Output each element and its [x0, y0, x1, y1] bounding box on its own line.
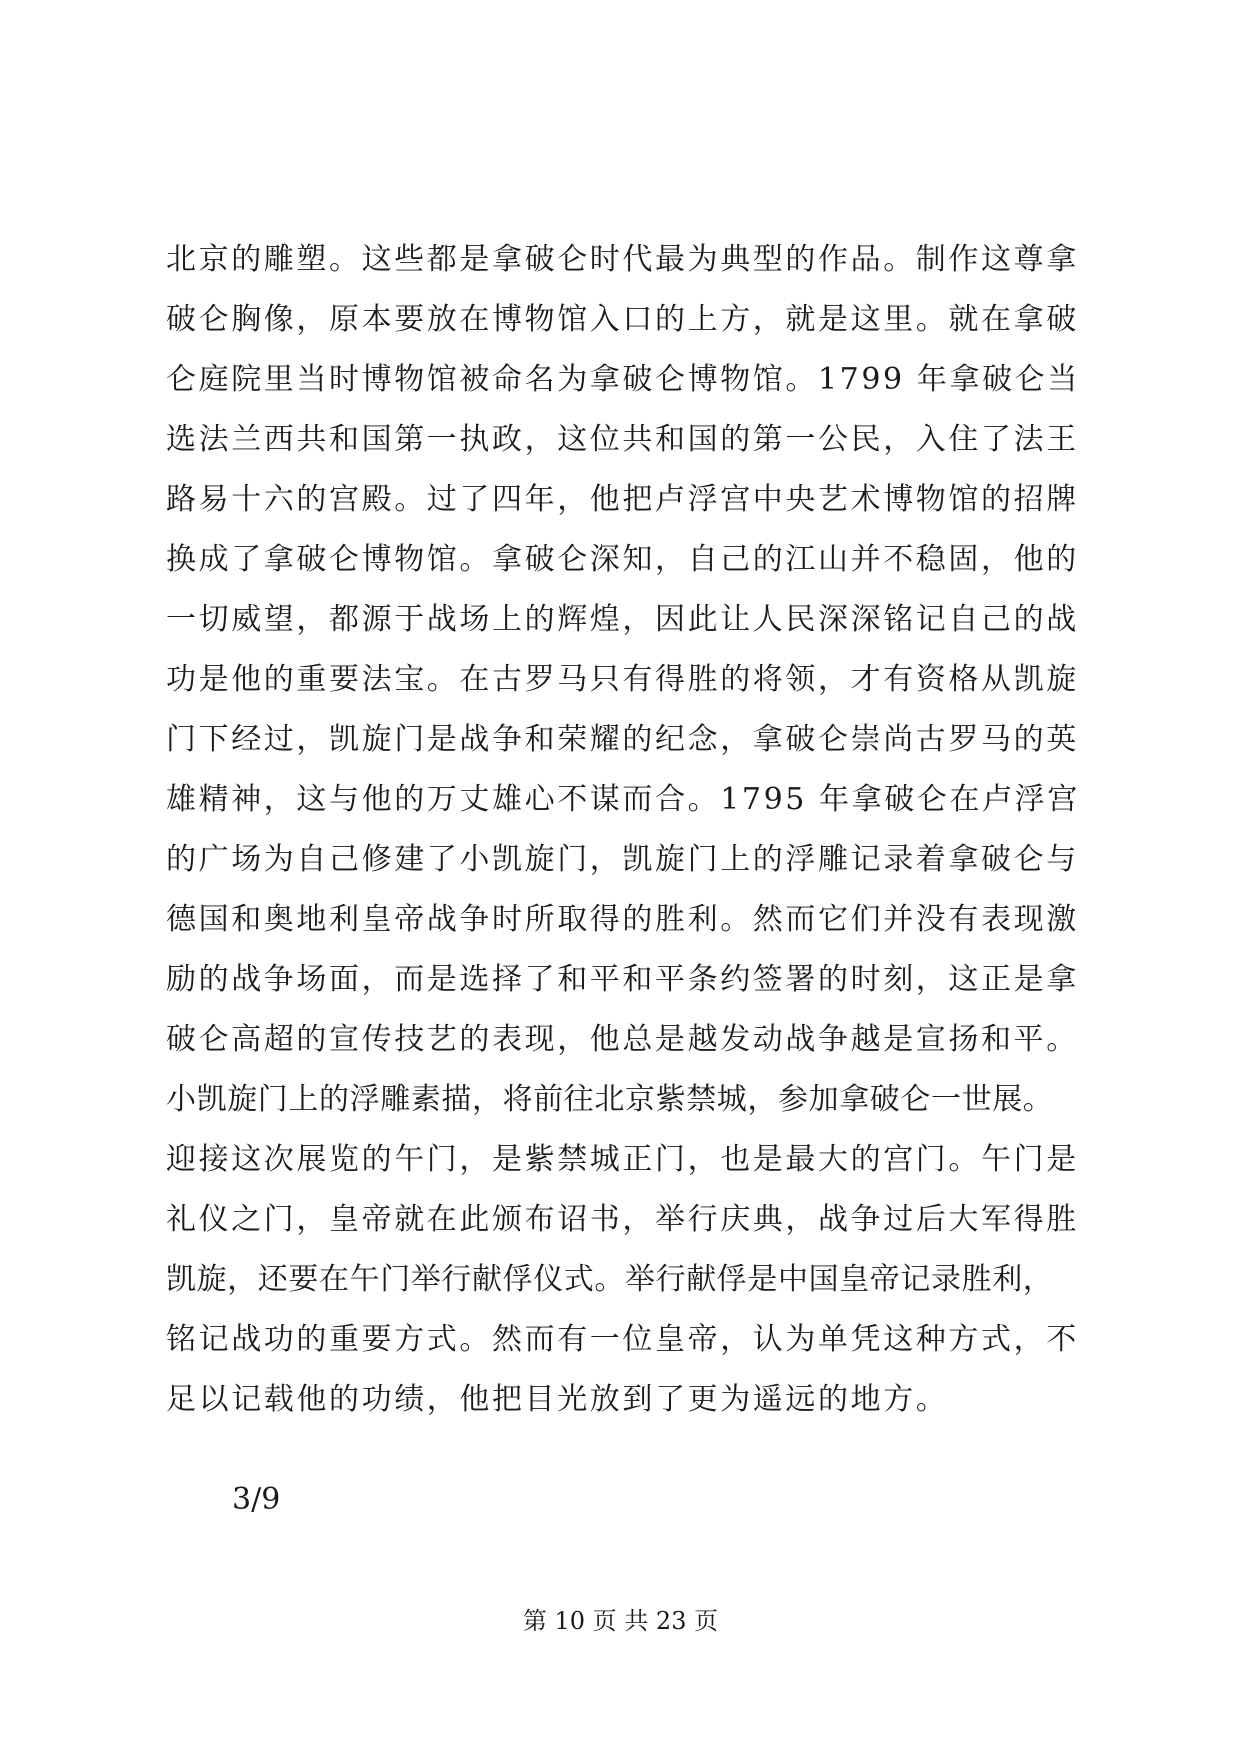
text-line: 选法兰西共和国第一执政，这位共和国的第一公民，入住了法王: [166, 422, 1079, 457]
text-line: 铭记战功的重要方式。然而有一位皇帝，认为单凭这种方式，不: [166, 1322, 1079, 1357]
text-line: 励的战争场面，而是选择了和平和平条约签署的时刻，这正是拿: [166, 962, 1079, 997]
text-line: 破仑高超的宣传技艺的表现，他总是越发动战争越是宣扬和平。: [166, 1022, 1079, 1057]
text-line: 破仑胸像，原本要放在博物馆入口的上方，就是这里。就在拿破: [166, 302, 1079, 337]
text-line: 小凯旋门上的浮雕素描，将前往北京紫禁城，参加拿破仑一世展。: [166, 1082, 1054, 1117]
text-line: 雄精神，这与他的万丈雄心不谋而合。1795 年拿破仑在卢浮宫: [166, 782, 1080, 817]
body-text: [166, 230, 1086, 1430]
text-line: 功是他的重要法宝。在古罗马只有得胜的将领，才有资格从凯旋: [166, 662, 1079, 697]
text-line: 迎接这次展览的午门，是紫禁城正门，也是最大的宫门。午门是: [166, 1142, 1079, 1177]
section-number: 3/9: [232, 1482, 281, 1517]
text-line: 凯旋，还要在午门举行献俘仪式。举行献俘是中国皇帝记录胜利，: [166, 1262, 1054, 1297]
text-line: 德国和奥地利皇帝战争时所取得的胜利。然而它们并没有表现激: [166, 902, 1079, 937]
text-line: 路易十六的宫殿。过了四年，他把卢浮宫中央艺术博物馆的招牌: [166, 482, 1079, 517]
text-line: 仑庭院里当时博物馆被命名为拿破仑博物馆。1799 年拿破仑当: [166, 362, 1080, 397]
text-line: 一切威望，都源于战场上的辉煌，因此让人民深深铭记自己的战: [166, 602, 1079, 637]
page-footer: 第 10 页 共 23 页: [522, 1607, 719, 1635]
text-line: 的广场为自己修建了小凯旋门，凯旋门上的浮雕记录着拿破仑与: [166, 842, 1079, 877]
text-line: 礼仪之门，皇帝就在此颁布诏书，举行庆典，战争过后大军得胜: [166, 1202, 1079, 1237]
text-line: 足以记载他的功绩，他把目光放到了更为遥远的地方。: [166, 1382, 949, 1417]
text-line: 换成了拿破仑博物馆。拿破仑深知，自己的江山并不稳固，他的: [166, 542, 1079, 577]
text-line: 门下经过，凯旋门是战争和荣耀的纪念，拿破仑崇尚古罗马的英: [166, 722, 1079, 757]
text-line: 北京的雕塑。这些都是拿破仑时代最为典型的作品。制作这尊拿: [166, 242, 1079, 277]
